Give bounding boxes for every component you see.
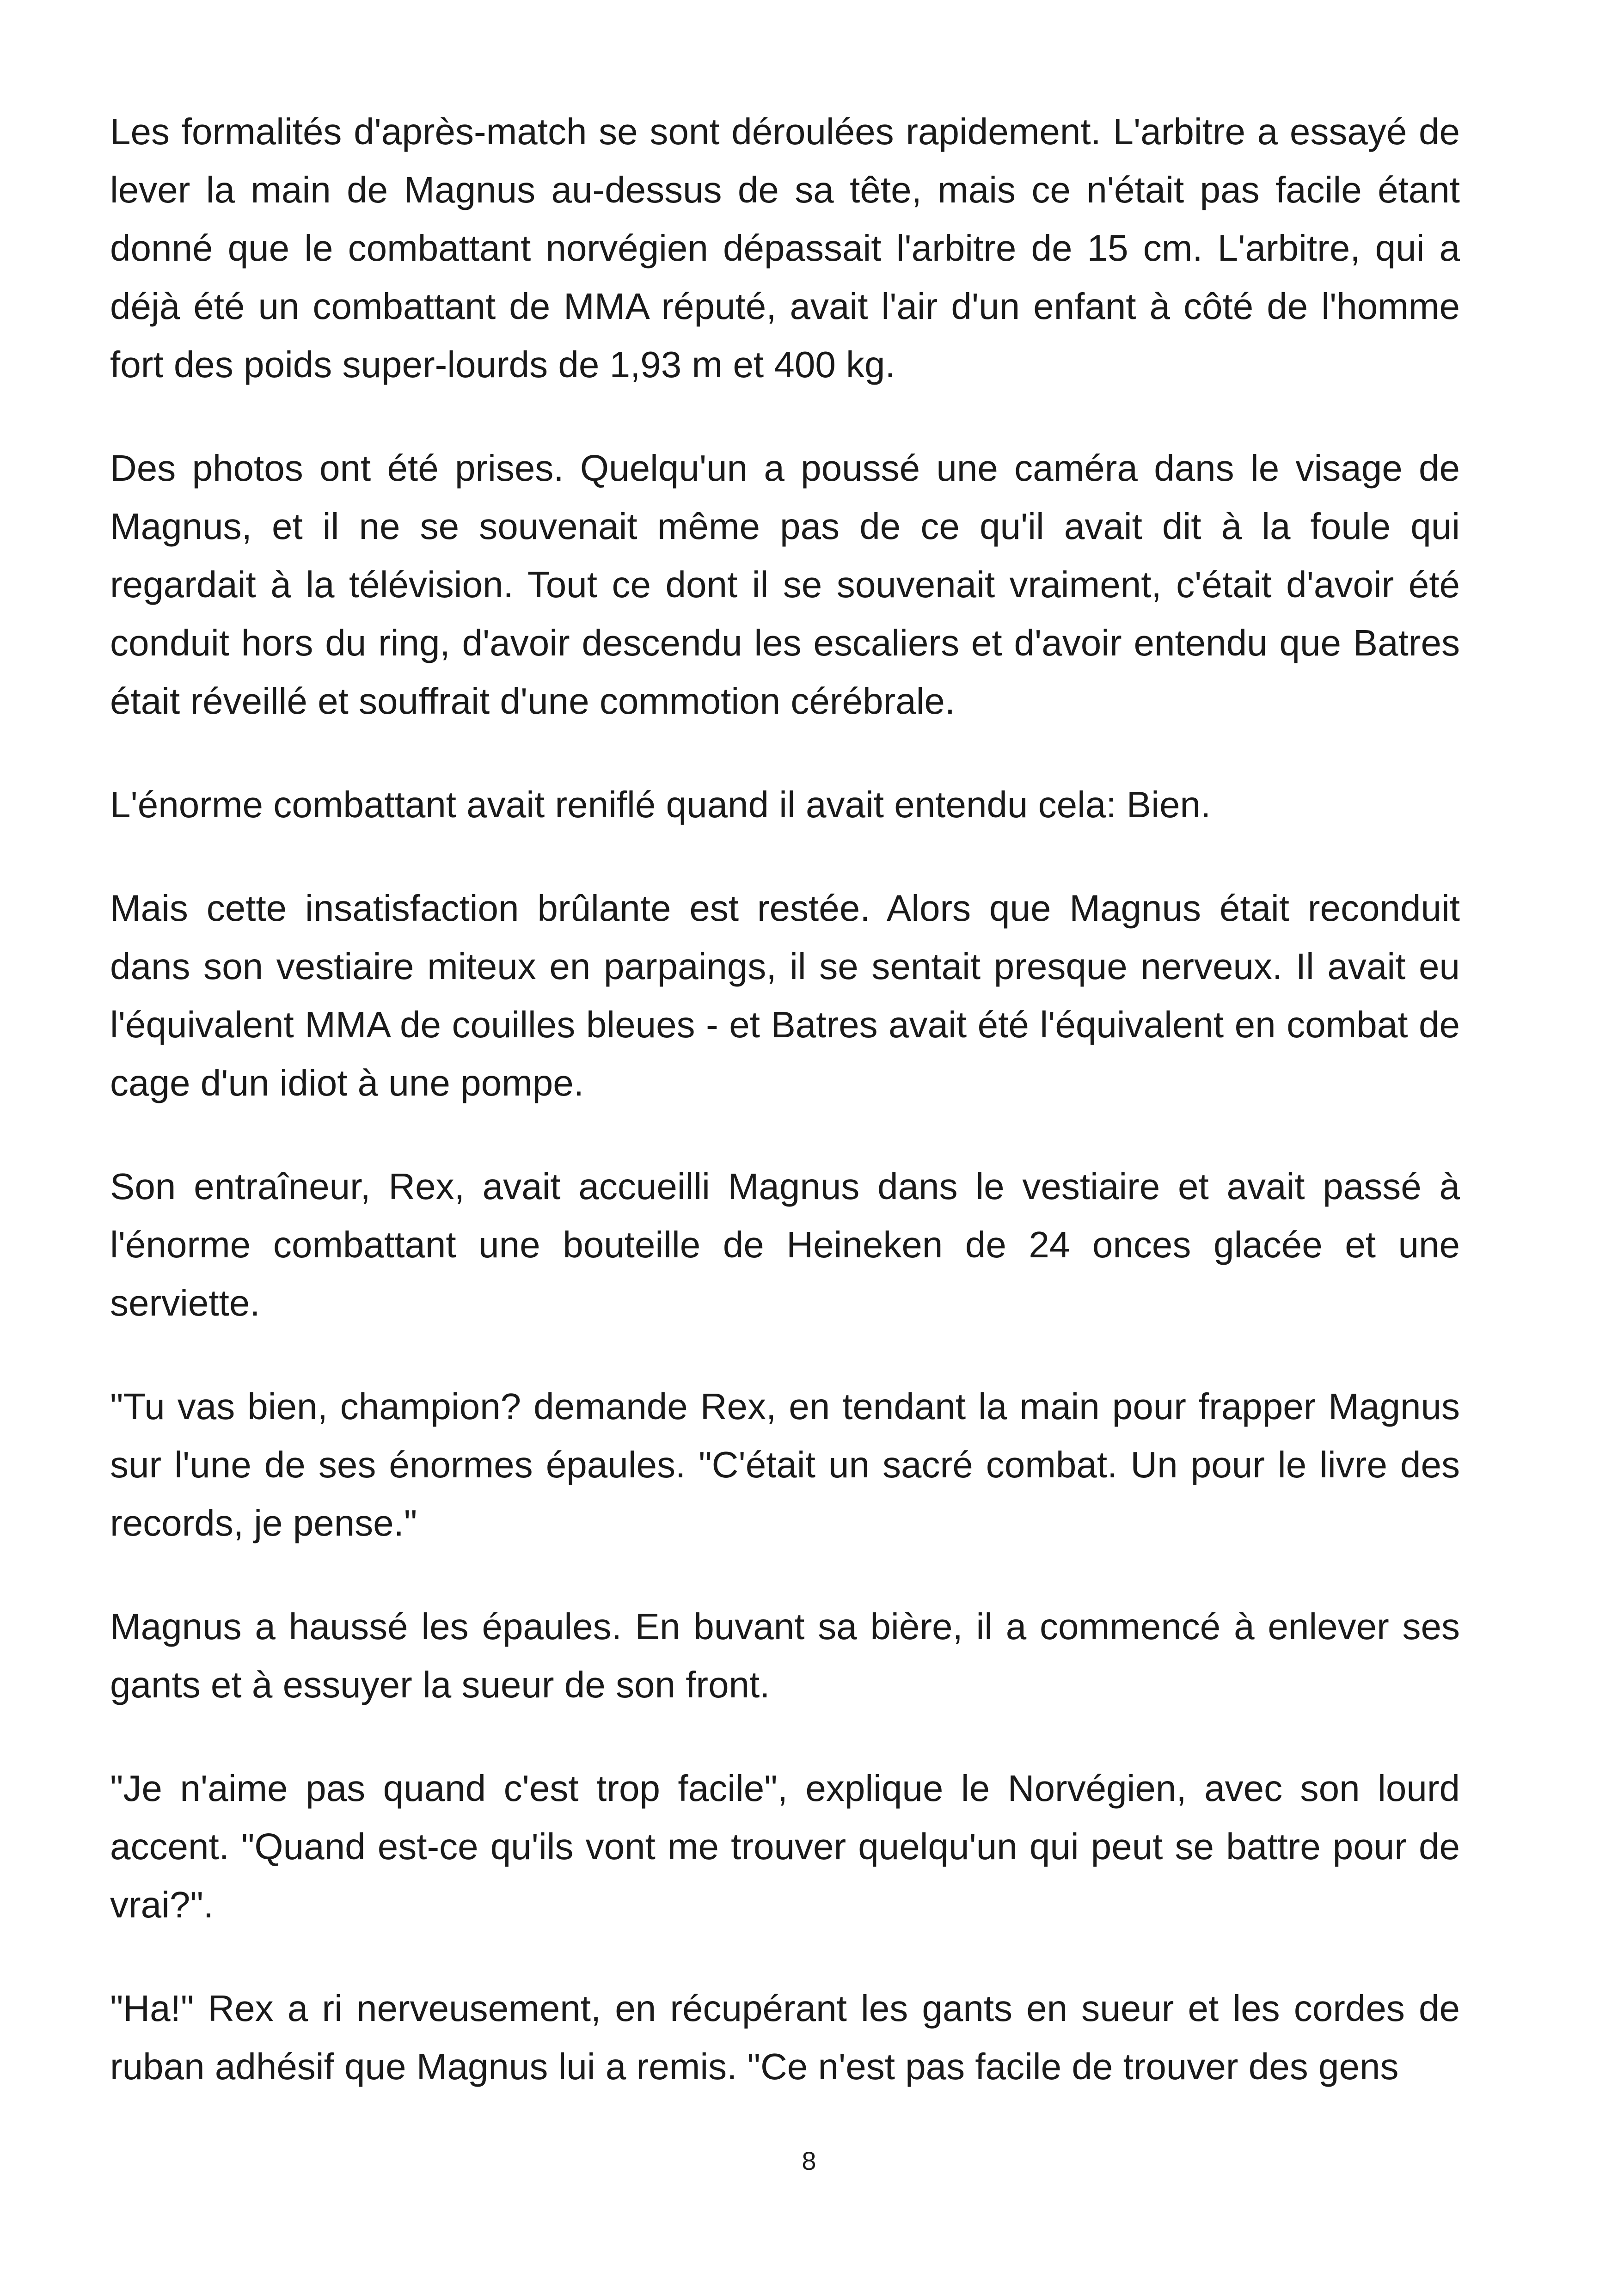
paragraph: Mais cette insatisfaction brûlante est restée. Alors que Magnus était reconduit dans son vestiaire miteux en parpaings, il se sentait presque nerveux. Il avait eu l'équivalent MMA de couilles bleues - et Batres avait été l'équivalent en combat de cage d'un idiot à une pompe. <box>110 888 1460 1103</box>
paragraph: "Tu vas bien, champion? demande Rex, en tendant la main pour frapper Magnus sur l'une de ses énormes épaules. "C'était un sacré combat. Un pour le livre des records, je pense." <box>110 1386 1460 1543</box>
paragraph: "Je n'aime pas quand c'est trop facile", explique le Norvégien, avec son lourd accent. "Quand est-ce qu'ils vont me trouver quelqu'un qui peut se battre pour de vrai?". <box>110 1768 1460 1925</box>
paragraph: Des photos ont été prises. Quelqu'un a poussé une caméra dans le visage de Magnus, et il ne se souvenait même pas de ce qu'il avait dit à la foule qui regardait à la télévision. Tout ce dont il se souvenait vraiment, c'était d'avoir été conduit hors du ring, d'avoir descendu les escaliers et d'avoir entendu que Batres était réveillé et souffrait d'une commotion cérébrale. <box>110 447 1460 722</box>
paragraph: Les formalités d'après-match se sont déroulées rapidement. L'arbitre a essayé de lever la main de Magnus au-dessus de sa tête, mais ce n'était pas facile étant donné que le combattant norvégien dépassait l'arbitre de 15 cm. L'arbitre, qui a déjà été un combattant de MMA réputé, avait l'air d'un enfant à côté de l'homme fort des poids super-lourds de 1,93 m et 400 kg. <box>110 111 1460 385</box>
paragraph: Son entraîneur, Rex, avait accueilli Magnus dans le vestiaire et avait passé à l'énorme combattant une bouteille de Heineken de 24 onces glacée et une serviette. <box>110 1166 1460 1323</box>
paragraph: Magnus a haussé les épaules. En buvant sa bière, il a commencé à enlever ses gants et à essuyer la sueur de son front. <box>110 1606 1460 1705</box>
body-text <box>110 103 1460 2096</box>
page-number: 8 <box>802 2146 816 2175</box>
paragraph: L'énorme combattant avait reniflé quand il avait entendu cela: Bien. <box>110 784 1211 825</box>
paragraph: "Ha!" Rex a ri nerveusement, en récupérant les gants en sueur et les cordes de ruban adhésif que Magnus lui a remis. "Ce n'est pas facile de trouver des gens <box>110 1988 1460 2087</box>
